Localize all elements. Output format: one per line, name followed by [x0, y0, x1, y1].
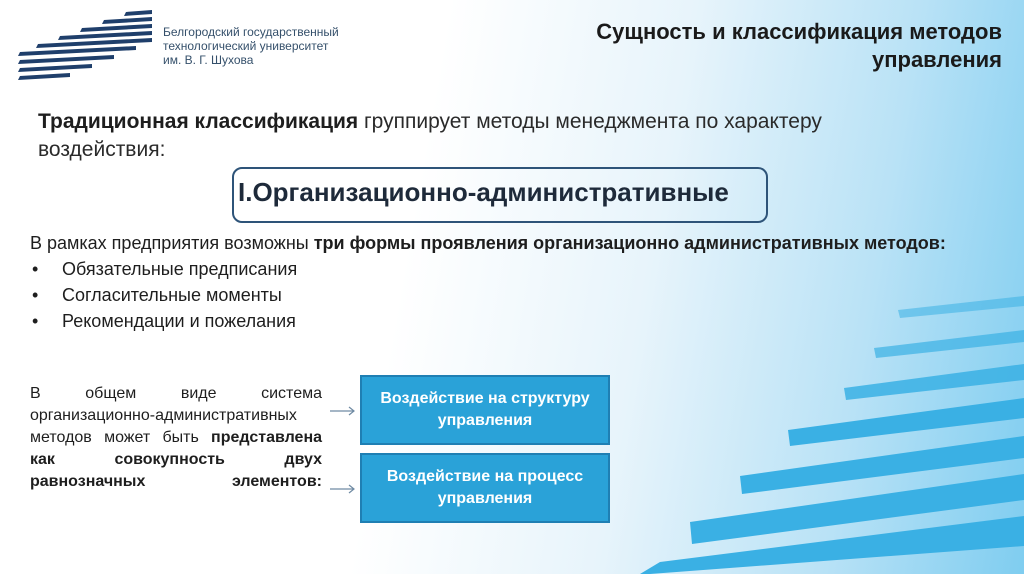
list-item: • Обязательные предписания: [30, 256, 1024, 282]
forms-lead-bold: три формы проявления организационно административных методов:: [313, 233, 946, 253]
slide-title-line-1: Сущность и классификация методов: [596, 19, 1002, 44]
general-text: В общем виде система организационно-административных методов может быть: [30, 385, 322, 446]
slide-title-line-2: управления: [871, 47, 1002, 72]
university-line-1: Белгородский государственный: [163, 25, 339, 39]
intro-text: группирует методы менеджмента по характеру воздействия:: [38, 110, 822, 161]
structure-impact-label: Воздействие на структуру управления: [380, 390, 590, 429]
university-line-3: им. В. Г. Шухова: [163, 53, 254, 67]
university-line-2: технологический университет: [163, 39, 329, 53]
category-banner-text: I.Организационно-административные: [238, 177, 729, 207]
list-item: • Рекомендации и пожелания: [30, 308, 1024, 334]
process-impact-label: Воздействие на процесс управления: [386, 468, 584, 507]
forms-lead-text: В рамках предприятия возможны: [30, 233, 314, 253]
general-bold: представлена как совокупность двух равнозначных элементов:: [30, 429, 322, 490]
intro-bold-term: Традиционная классификация: [38, 110, 359, 133]
list-item: • Согласительные моменты: [30, 282, 1024, 308]
